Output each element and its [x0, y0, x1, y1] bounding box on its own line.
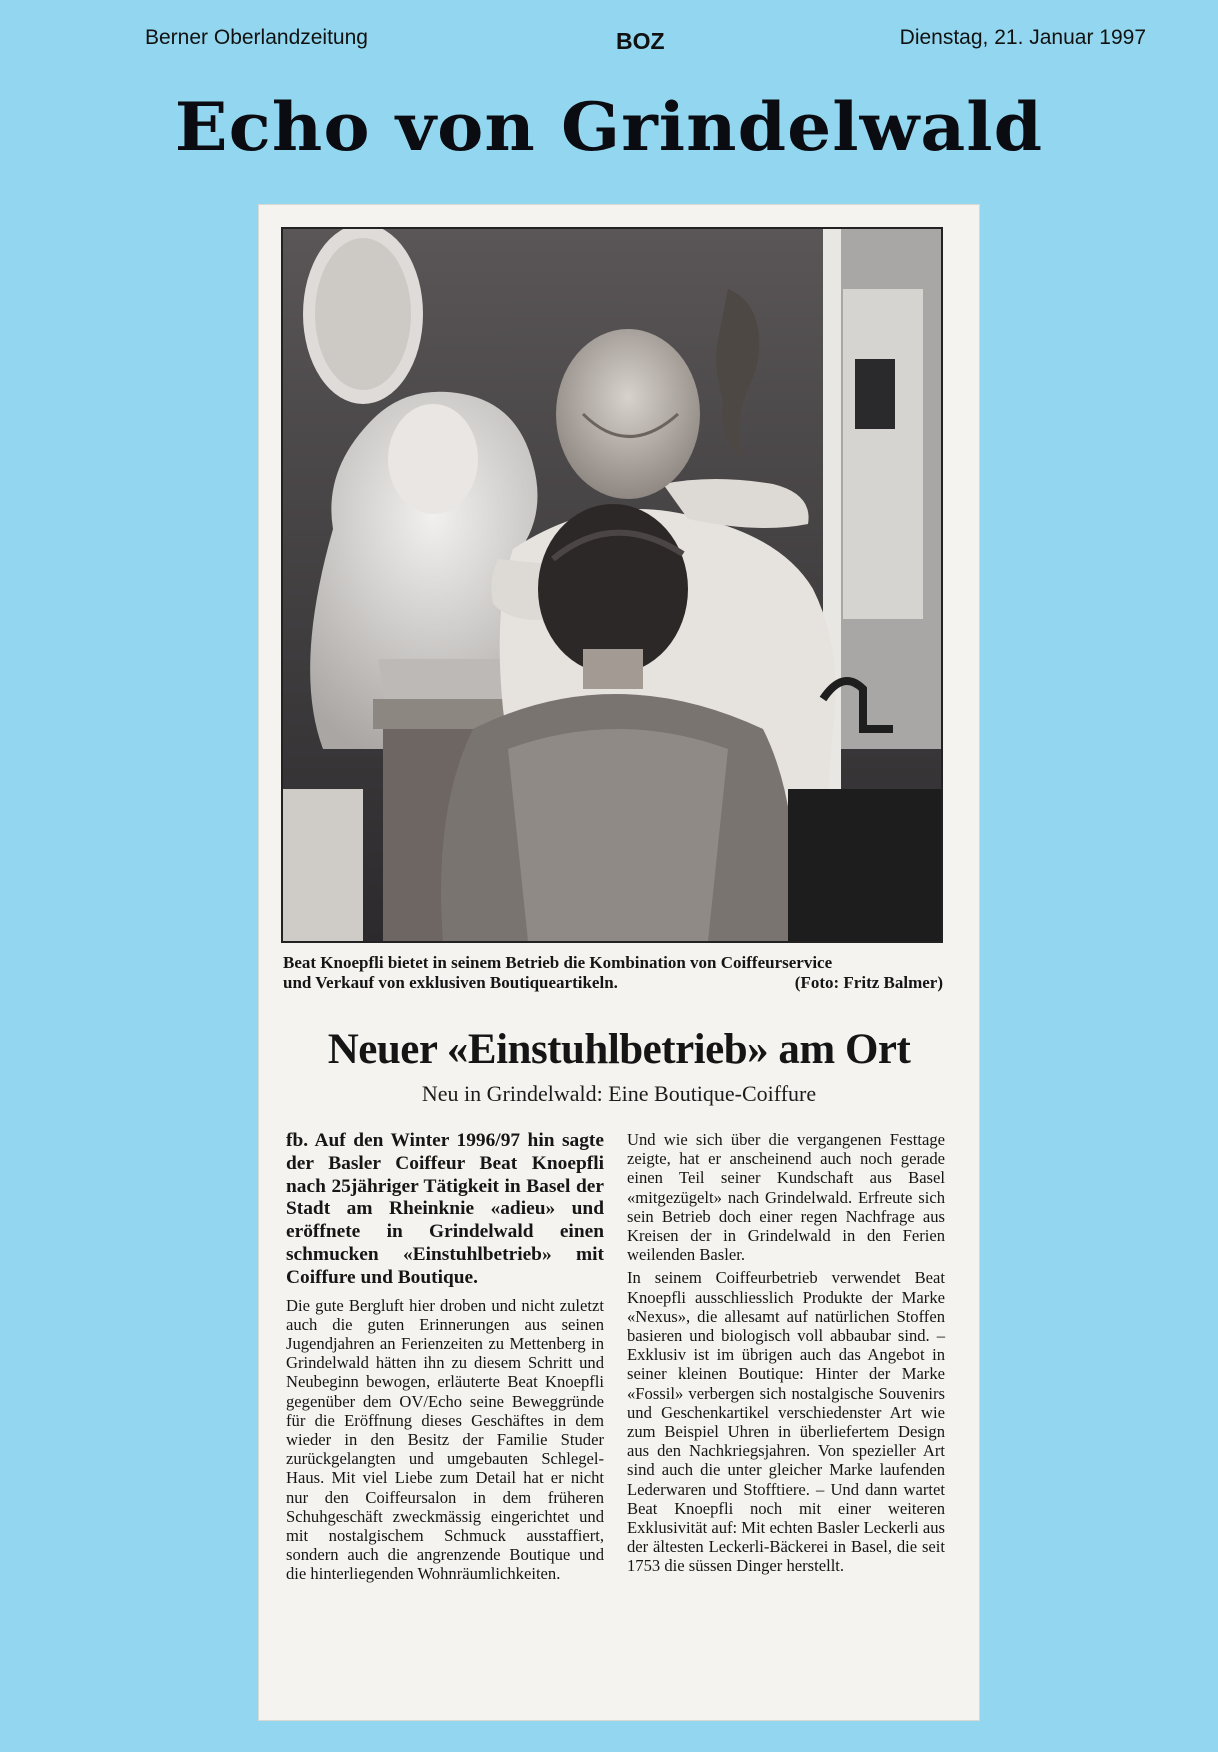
newspaper-clipping	[259, 205, 979, 1720]
photo-caption	[283, 953, 943, 993]
article-column-left	[286, 1130, 604, 1588]
article-paragraph: Die gute Bergluft hier droben und nicht zuletzt auch die guten Erinnerungen aus seinen Jugendjahren an Ferienzeiten zu Mettenberg in Grindelwald hätten ihn zu diesem Schritt und Neubeginn bewogen, erläuterte Beat Knoepfli gegenüber dem OV/Echo seine Beweggründe für die Eröffnung dieses Geschäftes in dem wieder in den Besitz der Familie Studer zurückgelangten und umgebauten Schlegel-Haus. Mit viel Liebe zum Detail hat er nicht nur den Coiffeursalon in dem früheren Schuhgeschäft zweckmässig eingerichtet und mit nostalgischem Schmuck ausstaffiert, sondern auch die angrenzende Boutique und die hinterliegenden Wohnräumlichkeiten.	[286, 1295, 604, 1584]
article-subheadline: Neu in Grindelwald: Eine Boutique-Coiffure	[421, 1081, 817, 1106]
article-column-right	[627, 1130, 945, 1580]
caption-line-1: Beat Knoepfli bietet in seinem Betrieb die Kombination von Coiffeurservice	[283, 953, 833, 972]
caption-line-2: und Verkauf von exklusiven Boutiqueartikeln.	[283, 973, 618, 992]
publication-name: Berner Oberlandzeitung	[145, 26, 368, 49]
publication-abbrev: BOZ	[616, 28, 665, 54]
article-paragraph: Und wie sich über die vergangenen Festtage zeigte, hat er anscheinend auch noch gerade einen Teil seiner Kundschaft aus Basel «mitgezügelt» nach Grindelwald. Erfreute sich sein Betrieb doch einer regen Nachfrage aus Kreisen der in Grindelwald in den Ferien weilenden Basler.	[627, 1130, 945, 1265]
masthead-title: Echo von Grindelwald	[174, 88, 1044, 166]
photo-credit: (Foto: Fritz Balmer)	[794, 973, 943, 992]
issue-date: Dienstag, 21. Januar 1997	[899, 26, 1146, 49]
article-lead: fb. Auf den Winter 1996/97 hin sagte der Basler Coiffeur Beat Knoepfli nach 25jähriger Tätigkeit in Basel der Stadt am Rheinknie «adieu» und eröffnete in Grindelwald einen schmucken «Einstuhlbetrieb» mit Coiffure und Boutique.	[286, 1130, 604, 1288]
article-paragraph: In seinem Coiffeurbetrieb verwendet Beat Knoepfli ausschliesslich Produkte der Marke «Nexus», die allesamt auf natürlichen Stoffen basieren und biologisch voll abbaubar sind. – Exklusiv ist im übrigen auch das Angebot in seiner kleinen Boutique: Hinter der Marke «Fossil» verbergen sich nostalgische Souvenirs und Geschenkartikel verschiedenster Art wie zum Beispiel Uhren in überliefertem Design aus den Nachkriegsjahren. Von spezieller Art sind auch die unter gleicher Marke laufenden Lederwaren und Stofftiere. – Und dann wartet Beat Knoepfli noch mit einer weiteren Exklusivität auf: Mit echten Basler Leckerli aus der ältesten Leckerli-Bäckerei in Basel, die seit 1753 die süssen Dinger herstellt.	[627, 1268, 945, 1576]
article-photo	[281, 227, 943, 943]
article-headline: Neuer «Einstuhlbetrieb» am Ort	[327, 1026, 911, 1073]
